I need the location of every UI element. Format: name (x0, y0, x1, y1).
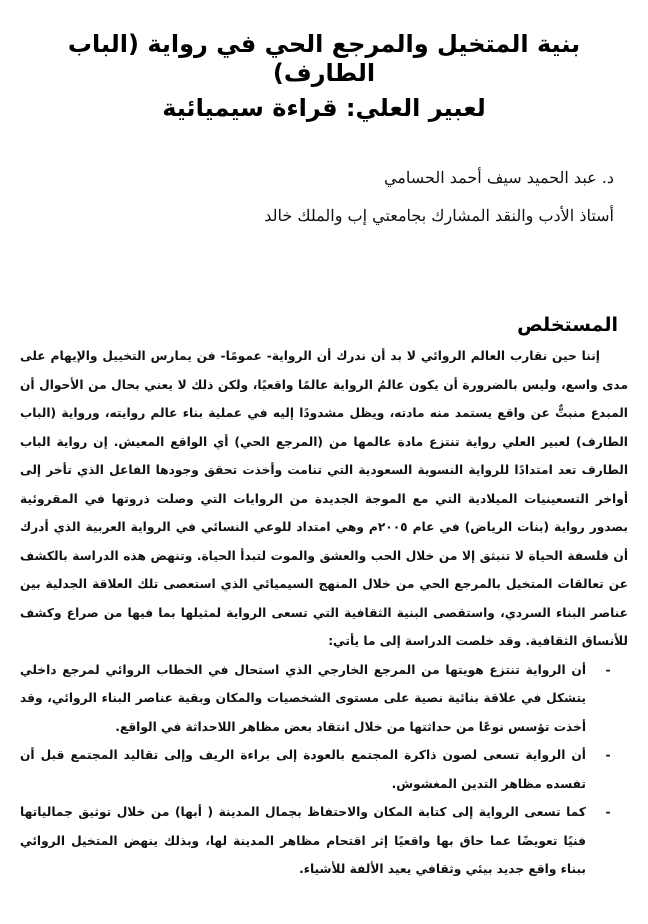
abstract-text (20, 342, 628, 884)
author-affiliation: أستاذ الأدب والنقد المشارك بجامعتي إب والملك خالد (264, 206, 614, 225)
paper-title-line-1: بنية المتخيل والمرجع الحي في رواية (الباب الطارف) (67, 30, 581, 87)
paper-title-line-2: لعبير العلي: قراءة سيميائية (162, 94, 486, 122)
finding-text: أن الرواية تنتزع هويتها من المرجع الخارجي الذي استحال في الخطاب الروائي لمرجع داخلي يتشكل في علاقة بنائية نصية على مستوى الشخصيات والمكان وبقية عناصر البناء الروائي، وقد أخذت تؤسس نوعًا من حداثتها من خلال انتقاد بعض مظاهر اللاحداثة في الواقع. (20, 662, 586, 734)
findings-list (20, 656, 628, 884)
bullet-dash: - (605, 662, 611, 677)
abstract-heading: المستخلص (517, 314, 618, 336)
finding-text: كما تسعى الرواية إلى كتابة المكان والاحتفاظ بجمال المدينة ( أبها) من خلال توثيق جمالياتها فنيًا تعويضًا عما حاق بها واقعيًا إثر اقتحام مظاهر المدينة لها، وبذلك ينهض المتخيل الروائي ببناء واقع جديد بيئي وثقافي يعيد الألفة للأشياء. (20, 805, 586, 876)
finding-item (20, 798, 628, 884)
bullet-dash: - (605, 748, 611, 762)
bullet-dash: - (605, 805, 611, 819)
abstract-paragraph: إننا حين نقارب العالم الروائي لا بد أن ندرك أن الرواية- عمومًا- فن يمارس التخييل والإيهام على مدى واسع، وليس بالضرورة أن يكون عالمُ الرواية عالمًا واقعيًا، ولكن ذلك لا يعني بحال من الأحوال أن المبدع منبتٌّ عن واقع يستمد منه مادته، ويظل مشدودًا إليه في عملية بناء عالم روايته، ورواية (الباب الطارف) لعبير العلي رواية تنتزع مادة عالمها من (المرجع الحي) أي الواقع المعيش. إن رواية الباب الطارف تعد امتدادًا للرواية النسوية السعودية التي تنامت وأخذت تحقق وجودها الفاعل الذي تأخر إلى أواخر التسعينيات الميلادية التي مع الموجة الجديدة من الروايات التي وصلت ذروتها في المقروئية بصدور رواية (بنات الرياض) في عام ٢٠٠٥م وهي امتداد للوعي النسائي في الرواية العربية الذي أدرك أن فلسفة الحياة لا تنبثق إلا من خلال الحب والعشق والموت لتبدأ الحياة. وتنهض هذه الدراسة بالكشف عن تعالقات المتخيل بالمرجع الحي من خلال المنهج السيميائي الذي استعصى تلك العلاقة الجدلية بين عناصر البناء السردي، واستقصى البنية الثقافية التي تسعى الرواية لمثيلها بما فيها من صراع وكشف للأنساق الثقافية. وقد خلصت الدراسة إلى ما يأتي: (20, 349, 628, 648)
author-name: د. عبد الحميد سيف أحمد الحسامي (383, 168, 614, 187)
finding-text: أن الرواية تسعى لصون ذاكرة المجتمع بالعودة إلى براءة الريف وإلى تقاليد المجتمع قبل أن تفسده مظاهر التدين المغشوش. (20, 748, 586, 791)
finding-item (20, 656, 628, 742)
finding-item (20, 741, 628, 798)
